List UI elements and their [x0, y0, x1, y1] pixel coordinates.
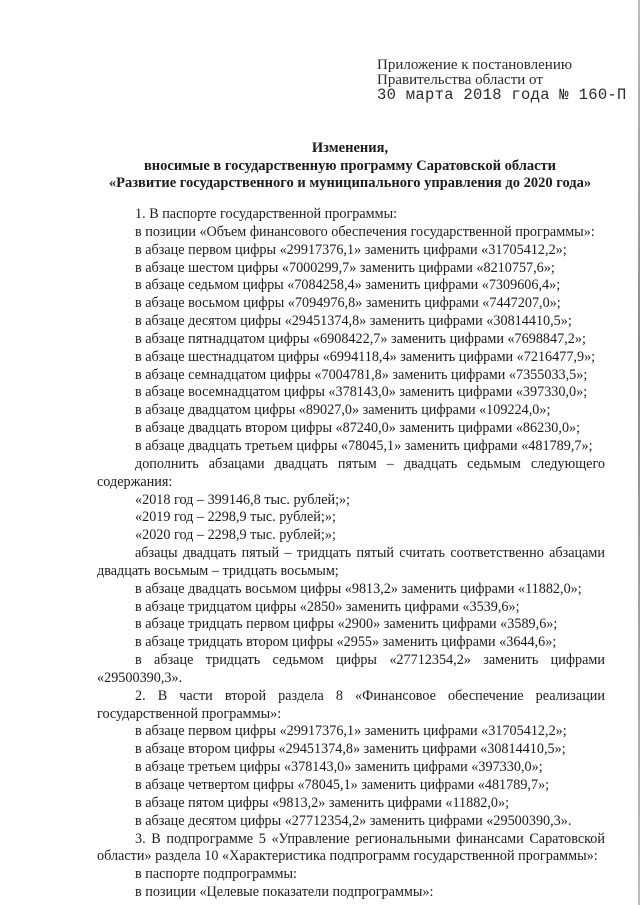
title-line-2: вносимые в государственную программу Саратовской области	[143, 157, 557, 174]
body-line: в абзаце тридцать первом цифры «2900» заменить цифрами «3589,6»;	[135, 616, 558, 633]
document-body	[97, 206, 605, 902]
body-line: дополнить абзацами двадцать пятым – двадцать седьмым следующего	[135, 455, 605, 472]
body-line: в абзаце десятом цифры «29451374,8» заменить цифрами «30814410,5»;	[135, 313, 572, 330]
body-line: в абзаце седьмом цифры «7084258,4» заменить цифрами «7309606,4»;	[135, 277, 561, 294]
body-line: в абзаце двадцать третьем цифры «78045,1» заменить цифрами «481789,7»;	[135, 437, 593, 454]
body-line: в абзаце первом цифры «29917376,1» заменить цифрами «31705412,2»;	[135, 241, 567, 258]
body-line: 1. В паспорте государственной программы:	[135, 206, 398, 222]
body-line: 3. В подпрограмме 5 «Управление региональными финансами Саратовской	[135, 830, 605, 847]
body-line: в абзаце восьмом цифры «7094976,8» заменить цифрами «7447207,0»;	[135, 295, 561, 312]
body-line: в абзаце восемнадцатом цифры «378143,0» заменить цифрами «397330,0»;	[135, 384, 588, 401]
body-line: в абзаце семнадцатом цифры «7004781,8» заменить цифрами «7355033,5»;	[135, 366, 588, 383]
body-line: области» раздела 10 «Характеристика подпрограмм государственной программы»:	[97, 848, 598, 865]
body-line: в абзаце четвертом цифры «78045,1» заменить цифрами «481789,7»;	[135, 777, 550, 793]
title-line-3: «Развитие государственного и муниципального управления до 2020 года»	[108, 175, 592, 191]
body-line: в абзаце двадцатом цифры «89027,0» заменить цифрами «109224,0»;	[135, 402, 551, 419]
header-line-1: Приложение к постановлению	[377, 57, 573, 73]
body-line: в позиции «Объем финансового обеспечения государственной программы»:	[135, 223, 595, 240]
body-line: «29500390,3».	[97, 669, 183, 686]
body-line: в абзаце тридцать втором цифры «2955» заменить цифрами «3644,6»;	[135, 634, 557, 651]
body-line: двадцать восьмым – тридцать восьмым;	[97, 562, 339, 579]
body-line: в абзаце тридцатом цифры «2850» заменить цифрами «3539,6»;	[135, 598, 520, 615]
body-line: «2018 год – 399146,8 тыс. рублей;»;	[135, 491, 351, 508]
body-line: в абзаце втором цифры «29451374,8» заменить цифрами «30814410,5»;	[135, 741, 566, 758]
header-date-line: 30 марта 2018 года № 160-П	[377, 86, 627, 104]
body-line: государственной программы»:	[97, 705, 282, 722]
appendix-header	[377, 58, 627, 103]
title-line-1: Изменения,	[311, 140, 389, 156]
body-line: в абзаце двадцать восьмом цифры «9813,2» заменить цифрами «11882,0»;	[135, 580, 582, 597]
body-line: 2. В части второй раздела 8 «Финансовое обеспечение реализации	[135, 687, 605, 704]
body-line: в абзаце пятнадцатом цифры «6908422,7» заменить цифрами «7698847,2»;	[135, 330, 586, 347]
body-line: в абзаце первом цифры «29917376,1» заменить цифрами «31705412,2»;	[135, 723, 567, 740]
body-line: в абзаце десятом цифры «27712354,2» заменить цифрами «29500390,3».	[135, 812, 572, 829]
body-line: в позиции «Целевые показатели подпрограммы»:	[135, 884, 434, 901]
header-line-2: Правительства области от	[377, 72, 543, 88]
body-line: абзацы двадцать пятый – тридцать пятый считать соответственно абзацами	[135, 545, 605, 562]
body-line: «2020 год – 2298,9 тыс. рублей;»;	[135, 527, 336, 544]
body-line: содержания:	[97, 473, 173, 490]
body-line: «2019 год – 2298,9 тыс. рублей;»;	[135, 509, 336, 526]
body-line: в абзаце шестом цифры «7000299,7» заменить цифрами «8210757,6»;	[135, 259, 555, 276]
body-line: в абзаце тридцать седьмом цифры «27712354,2» заменить цифрами	[135, 652, 605, 669]
body-line: в абзаце пятом цифры «9813,2» заменить цифрами «11882,0»;	[135, 794, 510, 811]
body-line: в абзаце третьем цифры «378143,0» заменить цифрами «397330,0»;	[135, 759, 543, 776]
body-line: в абзаце двадцать втором цифры «87240,0» заменить цифрами «86230,0»;	[135, 420, 581, 437]
document-title	[90, 140, 610, 193]
body-line: в паспорте подпрограммы:	[135, 866, 297, 883]
body-line: в абзаце шестнадцатом цифры «6994118,4» заменить цифрами «7216477,9»;	[135, 348, 596, 365]
